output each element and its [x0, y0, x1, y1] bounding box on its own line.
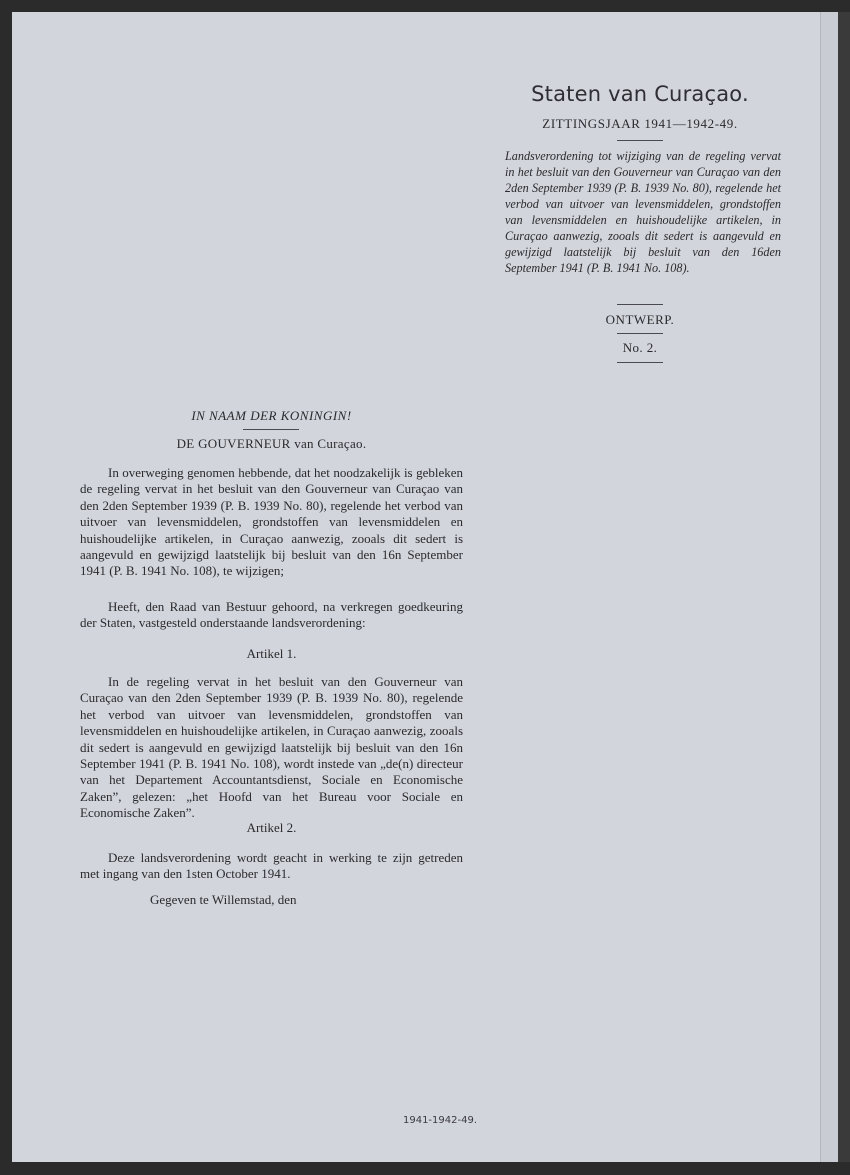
subject-description: Landsverordening tot wijziging van de regeling vervat in het besluit van den Gouverneur van Curaçao van den 2den September 1939 (P. B. 1939 No. 80), regelende het verbod van uitvoer van levensmiddelen, grondstoffen van levensmiddelen en huishoudelijke artikelen, in Curaçao aanwezig, zooals dit sedert is aangevuld en gewijzigd laatstelijk bij besluit van den 16den September 1941 (P. B. 1941 No. 108).	[505, 149, 781, 275]
preamble-paragraph: In overweging genomen hebbende, dat het noodzakelijk is gebleken de regeling vervat in het besluit van den Gouverneur van Curaçao van den 2den September 1939 (P. B. 1939 No. 80), regelende het verbod van uitvoer van levensmiddelen, grondstoffen van levensmiddelen en huishoudelijke artikelen, in Curaçao aanwezig, zooals dit sedert is aangevuld en gewijzigd laatstelijk bij besluit van den 16n September 1941 (P. B. 1941 No. 108), te wijzigen;	[80, 465, 463, 579]
article-2-heading: Artikel 2.	[246, 820, 297, 835]
divider	[243, 429, 299, 430]
draft-number: No. 2.	[622, 340, 658, 355]
footer-mark: 1941-1942-49.	[402, 1115, 478, 1126]
page-edge	[820, 12, 839, 1162]
divider	[617, 140, 663, 141]
article-1-text: In de regeling vervat in het besluit van den Gouverneur van Curaçao van den 2den September 1939 (P. B. 1939 No. 80), regelende het verbod van uitvoer van levensmiddelen, grondstoffen van levensmiddelen en huishoudelijke artikelen, in Curaçao aanwezig, zooals dit sedert is aangevuld en gewijzigd laatstelijk bij besluit van den 16n September 1941 (P. B. 1941 No. 108), wordt instede van „de(n) directeur van het Departement Accountantsdienst, Sociale en Economische Zaken”, gelezen: „het Hoofd van het Bureau voor Sociale en Economische Zaken”.	[80, 674, 463, 821]
divider	[617, 362, 663, 363]
governor-line: DE GOUVERNEUR van Curaçao.	[176, 436, 367, 451]
article-2-text: Deze landsverordening wordt geacht in werking te zijn getreden met ingang van den 1sten October 1941.	[80, 850, 463, 882]
invocation: IN NAAM DER KONINGIN!	[191, 408, 352, 423]
document-title: Staten van Curaçao.	[531, 82, 749, 106]
draft-label: ONTWERP.	[605, 312, 675, 327]
divider	[617, 304, 663, 305]
given-at-line: Gegeven te Willemstad, den	[150, 892, 297, 907]
session-year: ZITTINGSJAAR 1941—1942-49.	[542, 116, 738, 131]
divider	[617, 333, 663, 334]
enactment-paragraph: Heeft, den Raad van Bestuur gehoord, na verkregen goedkeuring der Staten, vastgesteld onderstaande landsverordening:	[80, 599, 463, 631]
article-1-heading: Artikel 1.	[246, 646, 297, 661]
scan-border	[838, 12, 850, 1162]
